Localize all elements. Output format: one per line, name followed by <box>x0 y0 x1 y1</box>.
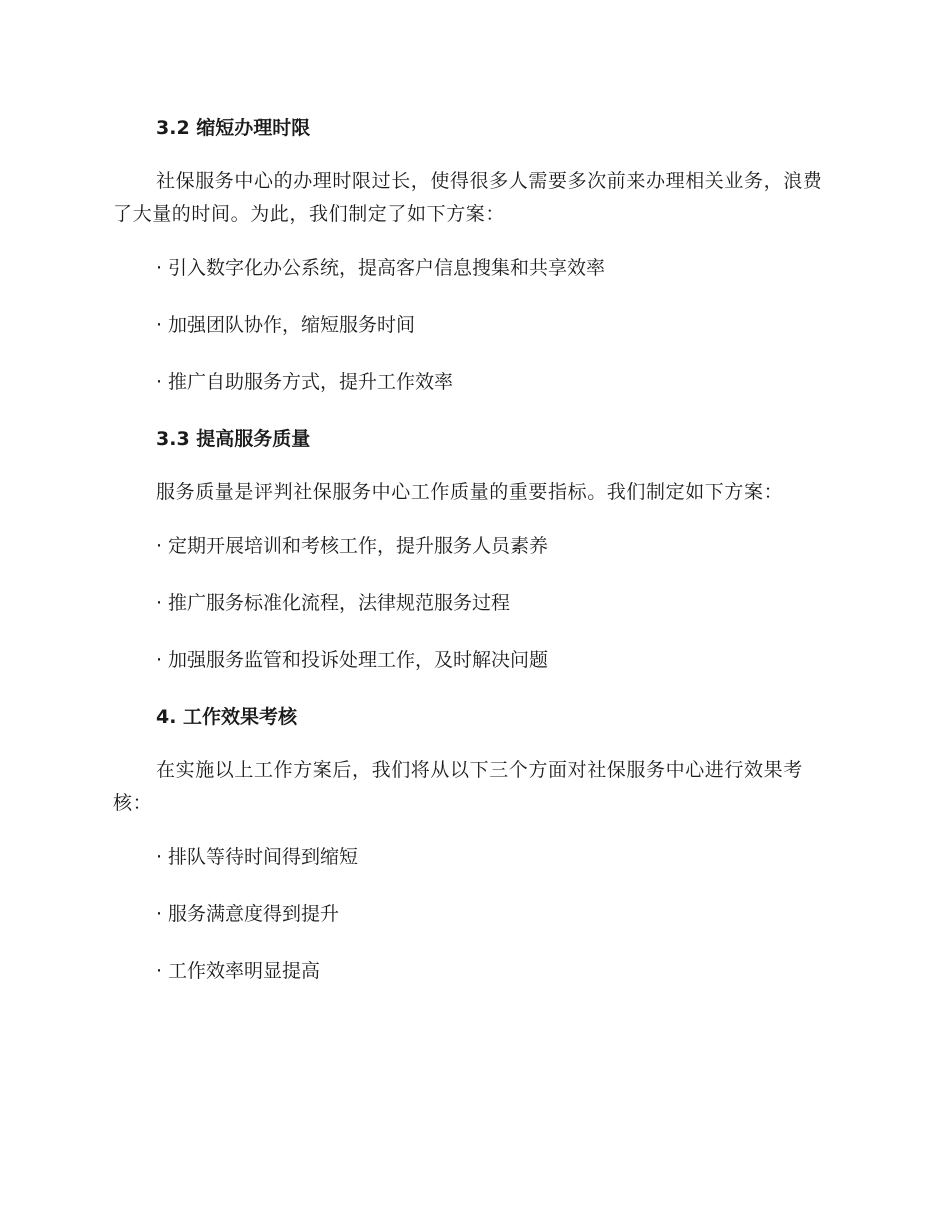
section-4 <box>113 701 833 987</box>
bullet-text: 服务满意度得到提升 <box>168 903 340 925</box>
bullet-text: 工作效率明显提高 <box>168 960 321 982</box>
bullet-text: 排队等待时间得到缩短 <box>168 846 359 868</box>
bullet-marker: · <box>156 257 163 279</box>
bullet-item <box>113 955 833 987</box>
bullet-item <box>113 530 833 562</box>
bullet-marker: · <box>156 903 163 925</box>
bullet-item <box>113 309 833 341</box>
bullet-marker: · <box>156 960 163 982</box>
section-paragraph: 在实施以上工作方案后，我们将从以下三个方面对社保服务中心进行效果考核： <box>113 759 803 814</box>
bullet-marker: · <box>156 535 163 557</box>
section-heading: 3.3 提高服务质量 <box>156 428 311 450</box>
section-3-2 <box>113 112 833 398</box>
bullet-marker: · <box>156 314 163 336</box>
bullet-text: 定期开展培训和考核工作，提升服务人员素养 <box>168 535 549 557</box>
section-heading: 3.2 缩短办理时限 <box>156 117 311 139</box>
bullet-item <box>113 644 833 676</box>
bullet-item <box>113 898 833 930</box>
bullet-marker: · <box>156 846 163 868</box>
document-body <box>113 112 833 1012</box>
section-3-3 <box>113 423 833 676</box>
bullet-text: 引入数字化办公系统，提高客户信息搜集和共享效率 <box>168 257 606 279</box>
bullet-text: 推广服务标准化流程，法律规范服务过程 <box>168 592 511 614</box>
bullet-marker: · <box>156 592 163 614</box>
bullet-marker: · <box>156 649 163 671</box>
bullet-text: 加强服务监管和投诉处理工作，及时解决问题 <box>168 649 549 671</box>
bullet-text: 加强团队协作，缩短服务时间 <box>168 314 416 336</box>
section-heading: 4. 工作效果考核 <box>156 706 298 728</box>
bullet-item <box>113 841 833 873</box>
bullet-item <box>113 587 833 619</box>
bullet-text: 推广自助服务方式，提升工作效率 <box>168 371 454 393</box>
bullet-item <box>113 366 833 398</box>
section-paragraph: 服务质量是评判社保服务中心工作质量的重要指标。我们制定如下方案： <box>156 481 784 503</box>
section-paragraph: 社保服务中心的办理时限过长，使得很多人需要多次前来办理相关业务，浪费了大量的时间。为此，我们制定了如下方案： <box>113 170 823 225</box>
bullet-marker: · <box>156 371 163 393</box>
bullet-item <box>113 252 833 284</box>
